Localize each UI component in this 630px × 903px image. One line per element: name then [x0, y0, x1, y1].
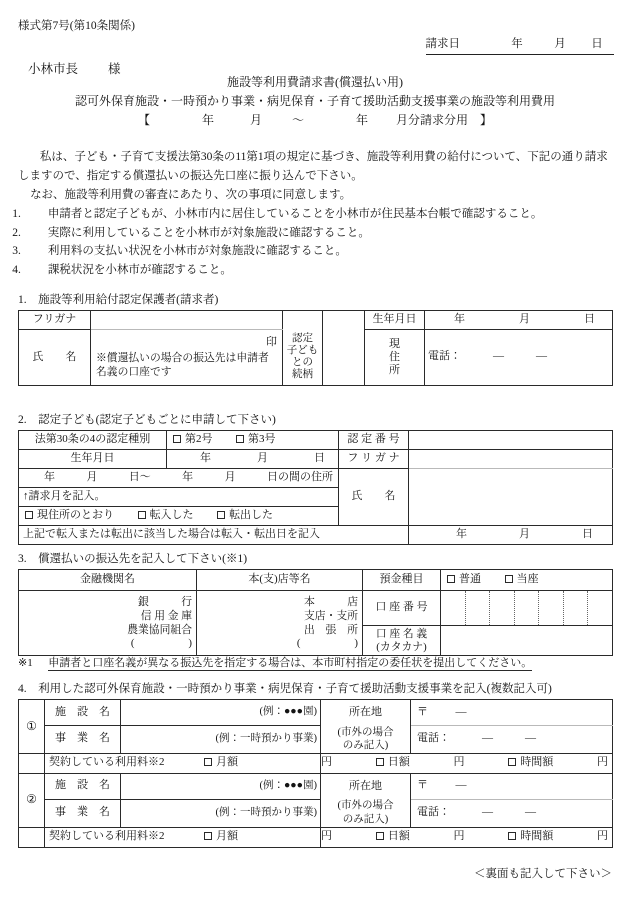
child-furigana-label: フ リ ガ ナ — [339, 450, 409, 469]
form-number: 様式第7号(第10条関係) — [18, 20, 135, 32]
opt-in-label: 転入した — [149, 509, 194, 522]
opt-out-label: 転出した — [229, 509, 273, 522]
fee-daily-yen: 円 — [453, 830, 465, 843]
list-item-text: 利用料の支払い状況を小林市が対象施設に確認すること。 — [47, 245, 347, 258]
cert-opt-1-label: 第2号 — [185, 433, 213, 446]
postal-dash: ― — [455, 779, 467, 792]
business-name-example: (例：一時預かり事業) — [215, 806, 317, 818]
facility-row-mark: ① — [19, 700, 45, 754]
document-title-main: 施設等利用費請求書(償還払い用) — [227, 75, 403, 89]
back-side-note: ＜裏面も記入して下さい＞ — [474, 868, 612, 880]
branch-kind-3: ( ) — [296, 637, 358, 650]
address-label-cell: 現 住 所 — [365, 330, 425, 386]
facility-name-example: (例：●●●園) — [259, 706, 317, 718]
checkbox-deposit-ordinary[interactable] — [447, 575, 455, 583]
period-from-year: 年 — [201, 113, 214, 127]
furigana-input-cell[interactable] — [91, 311, 283, 330]
period-to-year: 年 — [356, 113, 369, 127]
child-birth-input[interactable] — [167, 450, 339, 469]
bank-kind-1: 信 用 金 庫 — [140, 609, 192, 622]
relation-label-cell: 認定 子ども との 続柄 — [283, 330, 323, 386]
acct-digit-cell[interactable] — [564, 591, 589, 625]
facility-name-example: (例：●●●園) — [259, 779, 317, 791]
fee-monthly-yen: 円 — [321, 830, 332, 843]
period-tilde: ～ — [291, 113, 304, 127]
facility-name-input[interactable] — [121, 773, 321, 799]
location-sub-1: (市外の場合 — [337, 800, 394, 812]
child-name-input-top[interactable] — [409, 469, 613, 488]
branch-kind-cell[interactable] — [197, 591, 363, 656]
list-item — [12, 224, 614, 243]
account-name-label — [363, 626, 441, 656]
cert-type-options[interactable] — [167, 431, 339, 450]
move-date-year: 年 — [456, 528, 467, 541]
period-suffix: 月分請求分用 — [396, 113, 469, 127]
acct-digit-cell[interactable] — [441, 591, 466, 625]
acct-digit-cell[interactable] — [466, 591, 491, 625]
fee-hourly-yen: 円 — [597, 756, 608, 769]
facility-name-input[interactable] — [121, 700, 321, 726]
checkbox-fee-hourly[interactable] — [508, 758, 516, 766]
fee-hourly-yen: 円 — [597, 830, 608, 843]
section-4-heading: 4. 利用した認可外保育施設・一時預かり事業・病児保育・子育て援助活動支援事業を記入(複数記入可) — [18, 683, 552, 695]
note-mark: ※1 — [18, 657, 33, 669]
business-name-input[interactable] — [121, 726, 321, 754]
birth-month-unit: 月 — [519, 313, 530, 326]
location-tel-input[interactable] — [411, 726, 613, 754]
list-item-text: 実際に利用していることを小林市が対象施設に確認すること。 — [47, 226, 370, 239]
section-3-note — [18, 656, 532, 672]
period-from-year-unit: 年 — [44, 471, 55, 484]
postal-code-input[interactable] — [411, 700, 613, 726]
postal-mark: 〒 — [417, 705, 428, 718]
period-to-year-unit: 年 — [182, 471, 194, 484]
child-name-label-top — [339, 469, 409, 488]
relation-input-cell-top[interactable] — [323, 311, 365, 330]
acct-digit-cell[interactable] — [490, 591, 515, 625]
birth-year-unit: 年 — [454, 313, 465, 326]
period-address-row[interactable] — [19, 469, 339, 488]
cert-type-label: 法第30条の4の認定種別 — [19, 431, 167, 450]
name-label-cell: 氏 名 — [19, 330, 91, 386]
move-date-month: 月 — [519, 528, 530, 541]
name-input-cell[interactable] — [91, 330, 283, 386]
section-2-table — [18, 430, 613, 545]
checkbox-deposit-current[interactable] — [505, 575, 513, 583]
fee-label: 契約している利用料※2 — [49, 830, 165, 843]
consent-paragraph-1: 私は、子ども・子育て支援法第30条の11第1項の規定に基づき、施設等利用費の給付について、下記の通り請求しますので、指定する償還払いの振込先口座に振り込んで下さい。 — [18, 151, 608, 182]
branch-kind-1: 支店・支所 — [304, 609, 358, 622]
furigana-label-cell: フリガナ — [19, 311, 91, 330]
opt-same-label: 現住所のとおり — [37, 509, 114, 522]
deposit-type-label: 預金種目 — [363, 570, 441, 591]
addressee-name: 小林市長 — [28, 62, 79, 76]
tel-label: 電話： — [428, 350, 461, 363]
cert-no-input[interactable] — [409, 431, 613, 450]
period-from-month: 月 — [249, 113, 262, 127]
checkbox-cert-type-3[interactable] — [236, 435, 244, 443]
business-name-label: 事 業 名 — [45, 799, 121, 827]
fee-hourly-label: 時間額 — [520, 830, 554, 843]
child-furigana-input[interactable] — [409, 450, 613, 469]
claim-date-month-unit: 月 — [554, 38, 566, 50]
fee-amounts-cell[interactable] — [321, 753, 613, 773]
tel-dash-2: ― — [536, 350, 547, 363]
section-3-table — [18, 569, 613, 656]
section-1-table — [18, 310, 613, 386]
bank-kind-2: 農業協同組合 — [127, 623, 192, 636]
checkbox-fee-monthly[interactable] — [204, 758, 212, 766]
bracket-open: 【 — [137, 113, 150, 127]
account-name-label-sub: (カタカナ) — [376, 640, 427, 653]
bank-kind-cell[interactable] — [19, 591, 197, 656]
document-title-sub: 認可外保育施設・一時預かり事業・病児保育・子育て援助活動支援事業の施設等利用費用 — [74, 94, 555, 108]
facility-row-mark: ② — [19, 773, 45, 827]
account-name-label-main: 口 座 名 義 — [375, 627, 428, 640]
deposit-opt-2-label: 当座 — [516, 573, 539, 586]
account-number-label: 口 座 番 号 — [363, 591, 441, 626]
body-text-block — [12, 148, 614, 279]
claim-date-line — [426, 36, 615, 55]
location-label-sub — [321, 726, 411, 754]
list-item-text: 課税状況を小林市が確認すること。 — [47, 263, 232, 276]
branch-name-label: 本(支)店等名 — [197, 570, 363, 591]
business-name-label: 事 業 名 — [45, 726, 121, 754]
location-sub-1: (市外の場合 — [337, 726, 394, 738]
acct-digit-cell[interactable] — [588, 591, 612, 625]
deposit-opt-1-label: 普通 — [459, 573, 481, 586]
list-item-text: 申請者と認定子どもが、小林市内に居住していることを小林市が住民基本台帳で確認すること。 — [47, 207, 543, 220]
tel-dash-1: ― — [493, 350, 504, 363]
list-item-number: 4. — [12, 263, 21, 276]
claim-month-note: ↑請求月を記入。 — [19, 488, 339, 507]
acct-digit-cell[interactable] — [539, 591, 564, 625]
location-sub-2: のみ記入) — [342, 740, 389, 752]
section-1-heading: 1. 施設等利用給付認定保護者(請求者) — [18, 294, 219, 306]
child-name-label-bottom — [339, 507, 409, 526]
name-note: ※償還払いの場合の振込先は申請者名義の口座です — [96, 351, 269, 379]
checkbox-same-address[interactable] — [25, 511, 33, 519]
location-tel-input[interactable] — [411, 799, 613, 827]
facility-name-label: 施 設 名 — [45, 773, 121, 799]
facility-tel-dash-2: ― — [525, 731, 536, 744]
fee-daily-label: 日額 — [387, 756, 410, 769]
period-to-month-unit: 月 — [224, 471, 236, 484]
consent-item-list — [12, 205, 614, 280]
checkbox-fee-daily[interactable] — [376, 832, 384, 840]
period-from-day-tilde: 日～ — [128, 471, 151, 484]
move-date-input[interactable] — [409, 526, 613, 545]
account-number-input[interactable] — [441, 591, 613, 626]
facility-tel-label: 電話： — [417, 805, 450, 818]
fee-label-cell — [45, 827, 321, 847]
fee-monthly-yen: 円 — [321, 756, 332, 769]
checkbox-fee-monthly[interactable] — [204, 832, 212, 840]
relation-input-cell[interactable] — [323, 330, 365, 386]
location-sub-2: のみ記入) — [342, 813, 389, 825]
location-label-top: 所在地 — [321, 773, 411, 799]
business-name-input[interactable] — [121, 799, 321, 827]
child-birth-day: 日 — [314, 452, 325, 465]
child-name-input-bottom[interactable] — [409, 507, 613, 526]
list-item-number: 2. — [12, 226, 21, 239]
child-birth-label: 生年月日 — [19, 450, 167, 469]
section-2-heading: 2. 認定子ども(認定子どもごとに申請して下さい) — [18, 414, 276, 426]
facility-row-mark-spacer — [19, 827, 45, 847]
facility-row-mark-spacer — [19, 753, 45, 773]
branch-kind-0: 本 店 — [304, 595, 358, 608]
birth-label-cell: 生年月日 — [365, 311, 425, 330]
account-name-input[interactable] — [441, 626, 613, 656]
fee-hourly-label: 時間額 — [520, 756, 554, 769]
claim-period-line — [0, 112, 630, 129]
child-birth-month: 月 — [257, 452, 268, 465]
business-name-example: (例：一時預かり事業) — [215, 732, 317, 744]
period-from-month-unit: 月 — [86, 471, 98, 484]
list-item — [12, 242, 614, 261]
residence-status-options[interactable] — [19, 507, 339, 526]
facility-tel-dash-1: ― — [482, 805, 493, 818]
period-address-suffix: 日の間の住所 — [266, 471, 333, 484]
list-item-number: 3. — [12, 245, 21, 258]
child-name-label: 氏 名 — [339, 488, 409, 507]
bank-kind-3: ( ) — [130, 637, 192, 650]
facility-tel-label: 電話： — [417, 731, 450, 744]
move-date-day: 日 — [582, 528, 593, 541]
claim-date-year-unit: 年 — [511, 38, 523, 50]
cert-no-label: 認 定 番 号 — [339, 431, 409, 450]
fee-label-cell — [45, 753, 321, 773]
move-date-note: 上記で転入または転出に該当した場合は転入・転出日を記入 — [19, 526, 409, 545]
list-item — [12, 261, 614, 280]
postal-dash: ― — [455, 705, 467, 718]
fee-monthly-label: 月額 — [216, 830, 238, 843]
bank-name-label: 金融機関名 — [19, 570, 197, 591]
claim-date-label: 請求日 — [425, 38, 460, 50]
fee-daily-label: 日額 — [387, 830, 410, 843]
fee-daily-yen: 円 — [453, 756, 465, 769]
checkbox-moved-out[interactable] — [217, 511, 225, 519]
fee-monthly-label: 月額 — [216, 756, 238, 769]
acct-digit-cell[interactable] — [515, 591, 540, 625]
section-4-table — [18, 699, 613, 848]
birth-input-cell[interactable] — [425, 311, 613, 330]
bracket-close: 】 — [480, 113, 493, 127]
postal-mark: 〒 — [417, 779, 428, 792]
seal-mark: 印 — [266, 336, 277, 349]
location-label-sub — [321, 799, 411, 827]
list-item — [12, 205, 614, 224]
child-birth-year: 年 — [200, 452, 211, 465]
relation-label-cell-top — [283, 311, 323, 330]
cert-opt-2-label: 第3号 — [248, 433, 276, 446]
bank-kind-0: 銀 行 — [138, 595, 192, 608]
checkbox-moved-in[interactable] — [138, 511, 146, 519]
facility-name-label: 施 設 名 — [45, 700, 121, 726]
fee-label: 契約している利用料※2 — [49, 756, 165, 769]
address-input-cell[interactable] — [425, 330, 613, 386]
addressee-honorific: 様 — [108, 62, 121, 76]
checkbox-cert-type-2[interactable] — [173, 435, 181, 443]
list-item-number: 1. — [12, 207, 21, 220]
section-3-heading: 3. 償還払いの振込先を記入して下さい(※1) — [18, 553, 248, 565]
deposit-type-options[interactable] — [441, 570, 613, 591]
note-text: 申請者と口座名義が異なる振込先を指定する場合は、本市町村指定の委任状を提出してください。 — [48, 657, 533, 669]
facility-tel-dash-1: ― — [482, 731, 493, 744]
fee-amounts-cell[interactable] — [321, 827, 613, 847]
consent-paragraph-2: なお、施設等利用費の審査にあたり、次の事項に同意します。 — [30, 188, 352, 201]
claim-date-day-unit: 日 — [591, 38, 603, 50]
child-name-input[interactable] — [409, 488, 613, 507]
location-label-top: 所在地 — [321, 700, 411, 726]
facility-tel-dash-2: ― — [525, 805, 536, 818]
checkbox-fee-daily[interactable] — [376, 758, 384, 766]
branch-kind-2: 出 張 所 — [304, 623, 358, 636]
postal-code-input[interactable] — [411, 773, 613, 799]
birth-day-unit: 日 — [584, 313, 595, 326]
checkbox-fee-hourly[interactable] — [508, 832, 516, 840]
